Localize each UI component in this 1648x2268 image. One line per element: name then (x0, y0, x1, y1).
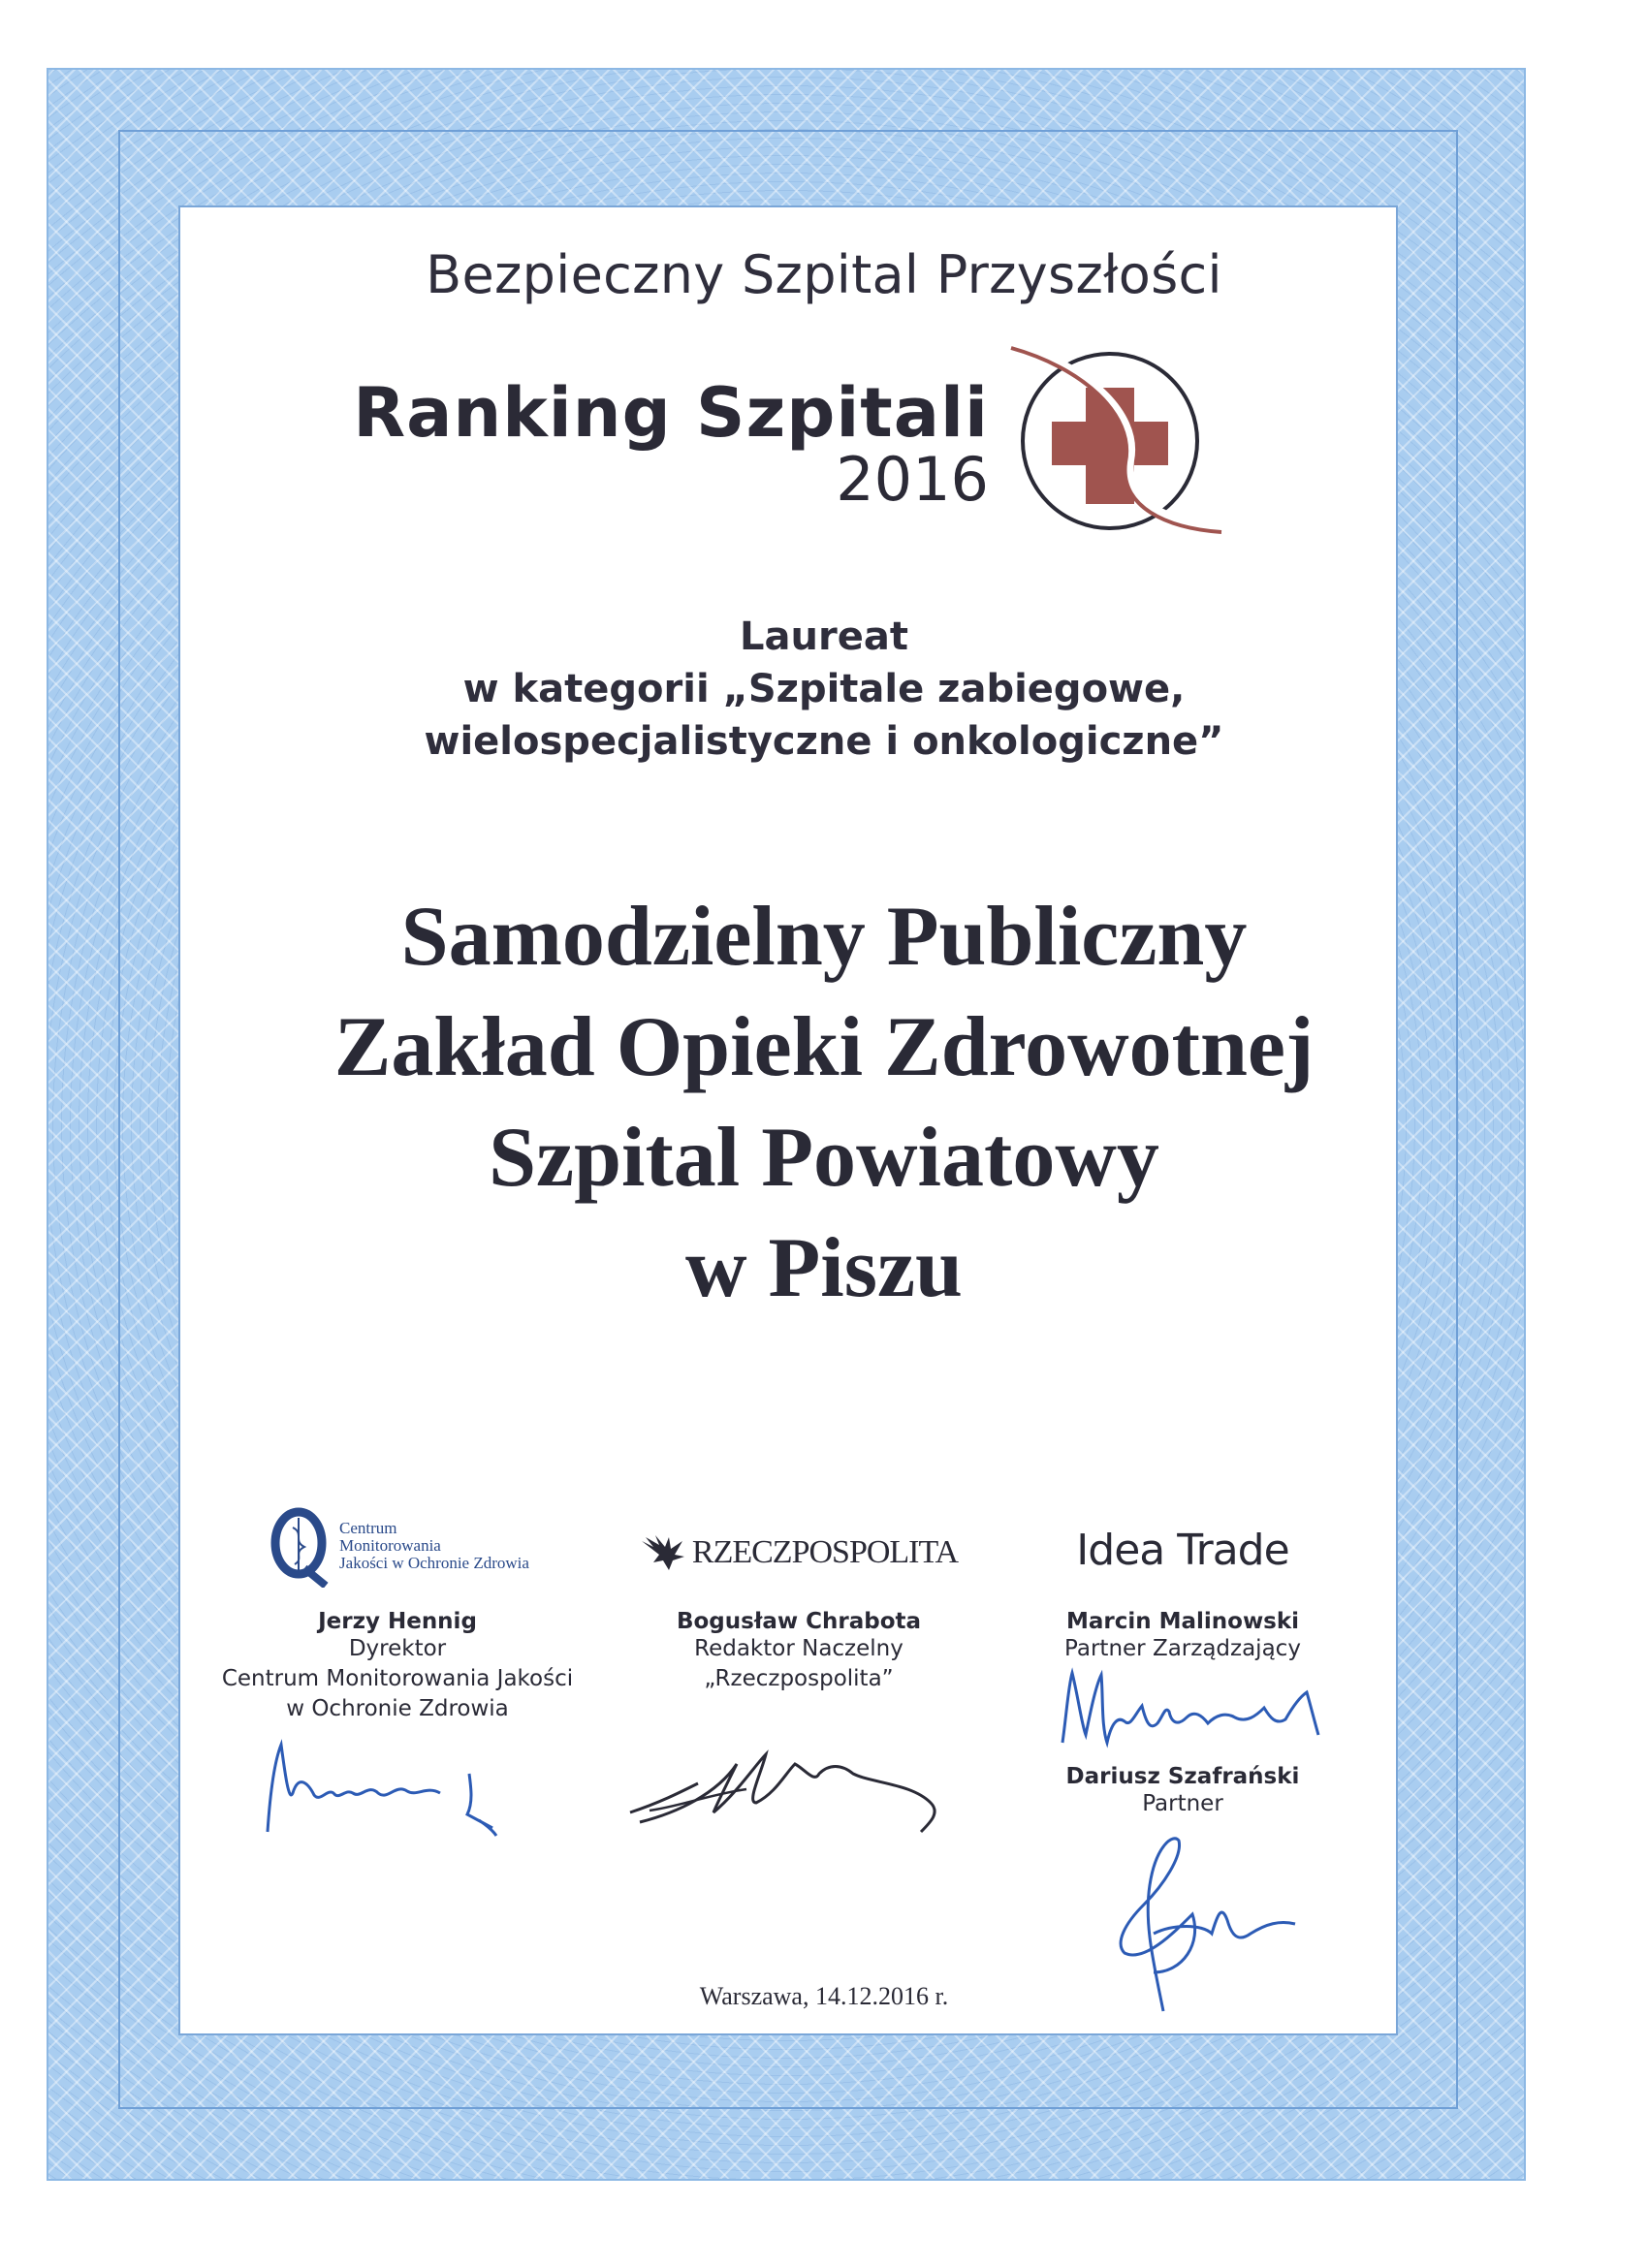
signatory-name: Jerzy Hennig (318, 1609, 477, 1634)
ideatrade-logo (979, 1526, 1386, 1603)
cmj-logo-line: Jakości w Ochronie Zdrowia (339, 1554, 529, 1572)
rzeczpospolita-logo (595, 1533, 1002, 1611)
cmj-signatory (194, 1609, 601, 1724)
signatory-role: Partner (1142, 1791, 1223, 1816)
cmj-logo-line: Centrum (339, 1519, 397, 1537)
eagle-icon (640, 1533, 688, 1572)
cmj-logo-line: Monitorowania (339, 1536, 441, 1555)
award-laureat: Laureat (740, 614, 908, 659)
signatory-name: Marcin Malinowski (1065, 1609, 1300, 1634)
hennig-signature (260, 1735, 512, 1842)
subtitle: Bezpieczny Szpital Przyszłości (426, 244, 1222, 305)
signatory-name: Dariusz Szafrański (1065, 1764, 1300, 1789)
ranking-cross-logo (1003, 344, 1226, 538)
signatory-name: Bogusław Chrabota (676, 1609, 922, 1634)
ranking-year: 2016 (836, 444, 989, 515)
signatory-role: Dyrektor (348, 1636, 447, 1661)
hospital-name (0, 882, 1648, 1324)
ideatrade-logo-text: Idea Trade (1076, 1526, 1289, 1575)
ideatrade-signatory-2 (979, 1764, 1386, 1819)
signatory-role: Redaktor Naczelny (694, 1636, 903, 1661)
ideatrade-signatory-1 (979, 1609, 1386, 1664)
rzeczpospolita-logo-text: RZECZPOSPOLITA (691, 1534, 959, 1570)
award-category-line1: w kategorii „Szpitale zabiegowe, (462, 667, 1186, 711)
award-category-line2: wielospecjalistyczne i onkologiczne” (424, 719, 1224, 764)
hospital-line: Szpital Powiatowy (489, 1111, 1159, 1205)
cmj-logo (194, 1504, 601, 1582)
hospital-line: Samodzielny Publiczny (400, 890, 1248, 984)
signatory-role: w Ochronie Zdrowia (286, 1696, 509, 1721)
cmj-q-icon (266, 1504, 333, 1588)
hospital-line: Zakład Opieki Zdrowotnej (333, 1000, 1315, 1094)
chrabota-signature (620, 1735, 950, 1842)
rzeczpospolita-signatory (595, 1609, 1002, 1694)
signatory-role: „Rzeczpospolita” (704, 1666, 894, 1691)
ranking-title: Ranking Szpitali (353, 373, 989, 453)
award-block (0, 611, 1648, 768)
signatory-role: Centrum Monitorowania Jakości (221, 1666, 574, 1691)
cmj-logo-text (339, 1520, 529, 1572)
signatory-role: Partner Zarządzający (1064, 1636, 1301, 1661)
malinowski-signature (1057, 1667, 1328, 1754)
hospital-line: w Piszu (685, 1221, 963, 1315)
place-and-date: Warszawa, 14.12.2016 r. (699, 1982, 949, 2010)
